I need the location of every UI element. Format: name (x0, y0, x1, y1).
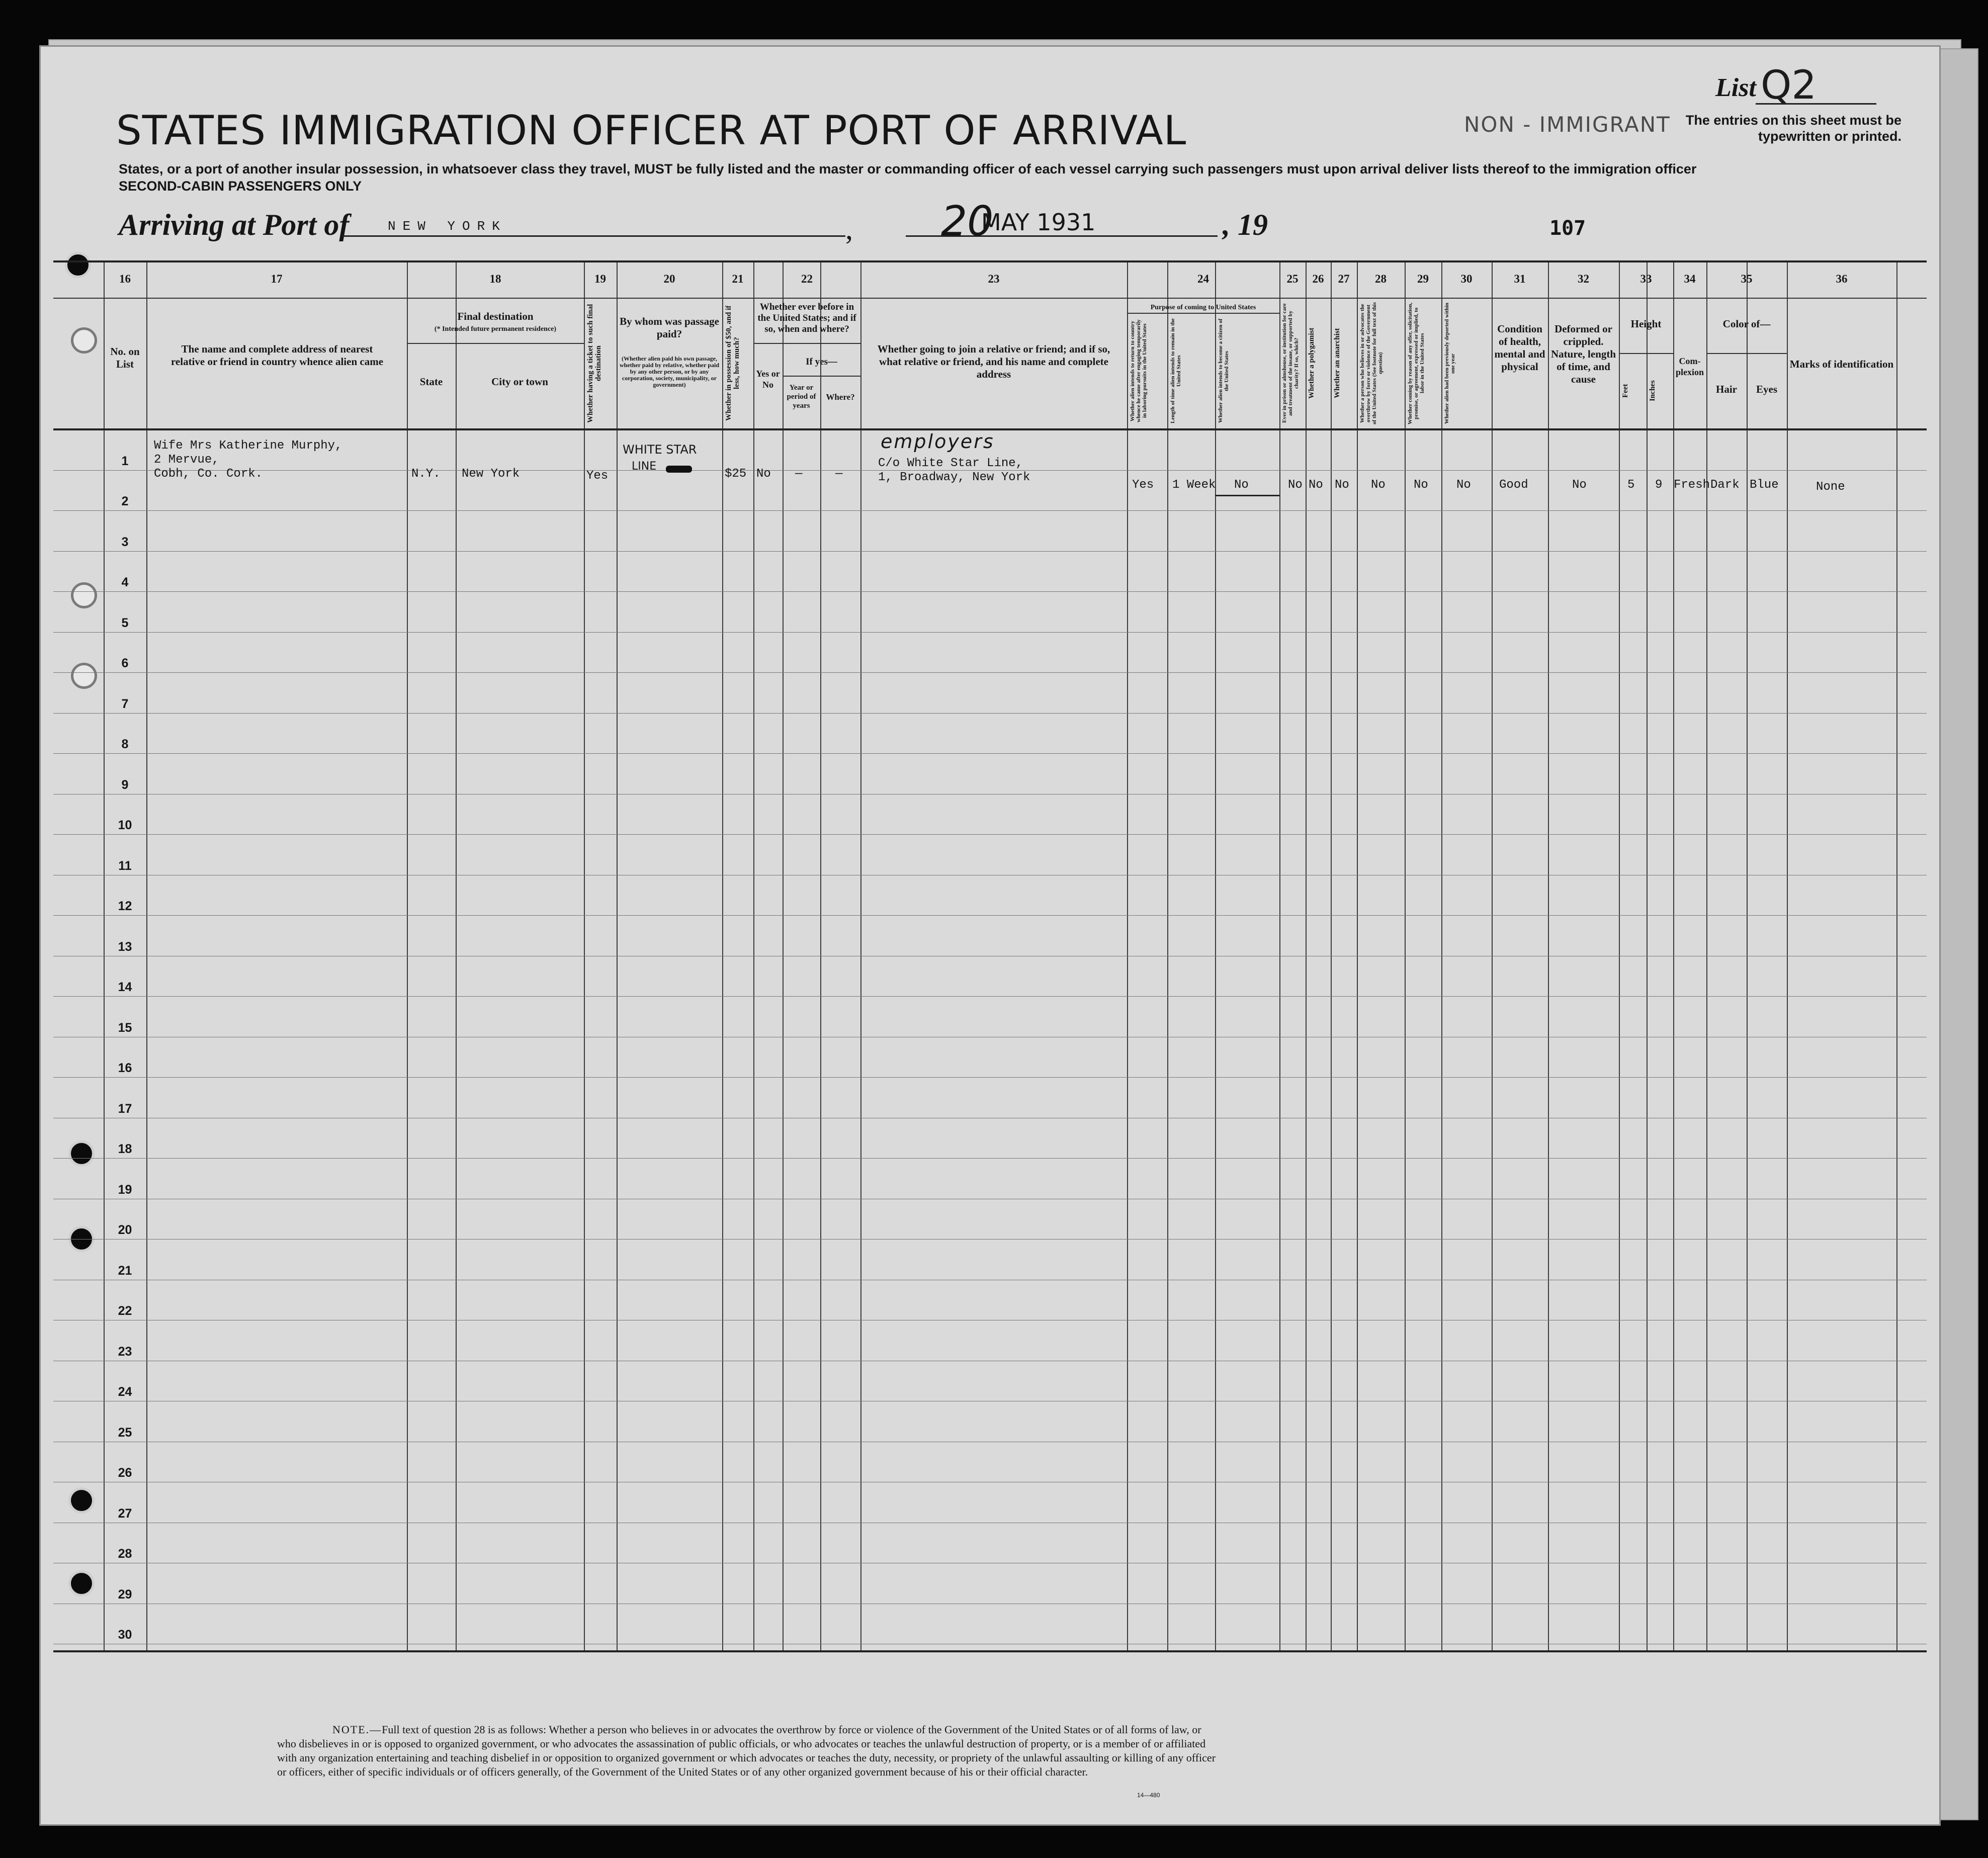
polygamist-value: No (1309, 478, 1323, 492)
col-number: 21 (732, 273, 744, 285)
manifest-table (53, 260, 1927, 1652)
money-value: $25 (725, 467, 747, 481)
header-nearest-relative: The name and complete address of nearest relative or friend in country whence alien came (170, 343, 384, 368)
col-number: 22 (801, 273, 813, 285)
header-no-on-list: No. on List (110, 345, 140, 370)
destination-state: N.Y. (411, 467, 441, 481)
header-anarchist: Whether an anarchist (1333, 328, 1341, 399)
header-inches: Inches (1649, 380, 1657, 401)
row-line (53, 591, 1927, 592)
header-where: Where? (826, 392, 855, 402)
col-number: 19 (594, 273, 606, 285)
col-number: 32 (1578, 273, 1589, 285)
row-number: 13 (118, 939, 132, 954)
row-number: 29 (118, 1587, 132, 1602)
row-number: 28 (118, 1547, 132, 1561)
row-number: 5 (121, 615, 129, 630)
header-ticket: Whether having a ticket to such final destination (586, 304, 602, 423)
relative-address: 2 Mervue, (154, 453, 219, 467)
row-number: 11 (118, 858, 132, 873)
header-final-destination: Final destination (457, 310, 534, 322)
header-deported: Whether alien had been previously deported within one year (1444, 303, 1456, 424)
arriving-label: Arriving at Port of (119, 208, 350, 241)
join-address-1: C/o White Star Line, (878, 457, 1023, 470)
row-number: 21 (118, 1263, 132, 1278)
header-overthrow: Whether a person who believes in or advocates the overthrow by force or violence of the Government of the United States (See footnote for full text of this question) (1359, 302, 1384, 424)
row-line (53, 713, 1927, 714)
feet-value: 5 (1627, 478, 1635, 492)
col-number: 36 (1836, 273, 1848, 285)
ticket-value: Yes (586, 469, 609, 483)
prison-value: No (1288, 478, 1303, 492)
relative-town: Cobh, Co. Cork. (154, 467, 263, 481)
row-line (53, 996, 1927, 997)
marks-value: None (1816, 480, 1845, 494)
col-number: 16 (119, 273, 131, 285)
col-number: 35 (1741, 273, 1753, 285)
sheet-number: 107 (1549, 217, 1586, 240)
port-comma: , (845, 212, 853, 245)
form-number: 14—480 (1137, 1792, 1160, 1799)
ink-smudge (666, 466, 692, 473)
row-number: 17 (118, 1101, 132, 1116)
header-yes-no: Yes or No (756, 369, 780, 390)
overthrow-value: No (1371, 478, 1386, 492)
row-number: 2 (121, 494, 129, 508)
row-number: 20 (118, 1223, 132, 1237)
manifest-sheet (39, 45, 1941, 1826)
deported-value: No (1456, 478, 1471, 492)
port-underline (342, 235, 845, 237)
where-value: — (835, 467, 843, 481)
header-prison: Ever in prison or almshouse, or institution for care and treatment of the insane, or supported by charity? If so, which? (1281, 303, 1300, 423)
footnote-text: Full text of question 28 is as follows: Whether a person who believes in or advocates the overthrow by force or violence of the Government of the United States or of all forms of law, or who disbelieves in or is opposed to organized government, or who advocates the assassination of public officials, or who advocates or teaches the unlawful destruction of property, or is a member of or affiliated with any organization entertaining and teaching disbelief in or opposition to organized government or which advocates or teaches the duty, necessity, or propriety of the unlawful assaulting or killing of any officer or officers, either of specific individuals or of officers generally, of the Government of the United States or of any other organized government because of his or their official character. (277, 1723, 1216, 1778)
row-number: 19 (118, 1182, 132, 1197)
anarchist-value: No (1335, 478, 1349, 492)
header-state: State (419, 376, 443, 388)
port-name: NEW YORK (388, 219, 507, 234)
citizen-value: No (1234, 478, 1249, 492)
row-line (53, 834, 1927, 835)
header-hair: Hair (1716, 383, 1737, 395)
row-number: 6 (121, 656, 129, 670)
list-underline (1756, 103, 1876, 105)
row-number: 22 (118, 1304, 132, 1318)
col-number: 25 (1286, 273, 1299, 285)
header-passage-paid: By whom was passage paid? (620, 315, 719, 340)
col-number: 30 (1460, 273, 1473, 285)
row-line (53, 1158, 1927, 1159)
header-final-destination-note: (* Intended future permanent residence) (434, 325, 557, 333)
health-value: Good (1499, 478, 1528, 492)
row-number: 7 (121, 696, 129, 711)
col-number: 34 (1684, 273, 1696, 285)
row-number: 25 (118, 1425, 132, 1440)
header-height: Height (1630, 318, 1662, 330)
col-number: 26 (1312, 273, 1324, 285)
col-number: 27 (1338, 273, 1350, 285)
complexion-value: Fresh (1674, 478, 1710, 492)
row-line (53, 915, 1927, 916)
row-line (53, 753, 1927, 754)
header-years: Year or period of years (787, 384, 816, 410)
row-number: 3 (121, 535, 129, 549)
header-join-relative: Whether going to join a relative or friend; and if so, what relative or friend, and his name and complete address (877, 343, 1110, 380)
date-day-handwritten: 20 (941, 198, 994, 245)
col-number: 20 (663, 273, 675, 285)
deformed-value: No (1572, 478, 1587, 492)
row-number: 8 (121, 737, 129, 751)
row-number: 1 (121, 454, 129, 468)
relative-name: Wife Mrs Katherine Murphy, (154, 439, 342, 453)
footnote (277, 1723, 1223, 1779)
col-number: 23 (988, 273, 1000, 285)
footnote-prefix: NOTE.— (332, 1723, 382, 1736)
date-stamp: MAY 1931 (981, 209, 1096, 236)
header-polygamist: Whether a polygamist (1308, 327, 1316, 399)
page-title: STATES IMMIGRATION OFFICER AT PORT OF ARRIVAL (116, 107, 1187, 154)
return-value: Yes (1132, 478, 1154, 492)
row-number: 18 (118, 1142, 132, 1156)
labor-offer-value: No (1414, 478, 1428, 492)
year-prefix: , 19 (1223, 208, 1268, 241)
header-labor-offer: Whether coming by reason of any offer, solicitation, promise, or agreement, expressed or implied, to labor in the United States (1407, 302, 1425, 424)
row-number: 12 (118, 899, 132, 913)
header-ever-before: Whether ever before in the United States; and if so, when and where? (757, 302, 856, 334)
header-purpose: Purpose of coming to United States (1150, 304, 1256, 311)
row-number: 30 (118, 1628, 132, 1642)
row-number: 16 (118, 1061, 132, 1075)
row-number: 10 (118, 818, 132, 832)
col-number: 29 (1417, 273, 1429, 285)
inches-value: 9 (1655, 478, 1663, 492)
paid-by-line1: WHITE STAR (623, 443, 697, 457)
row-line (53, 632, 1927, 633)
header-money: Whether in possession of $50, and if less, how much? (725, 305, 741, 421)
row-line (53, 551, 1927, 552)
header-passage-paid-note: (Whether alien paid his own passage, whether paid by relative, whether paid by any other person, or by any corporation, society, municipality, or government) (619, 355, 719, 388)
header-purpose-return: Whether alien intends to return to country whence he came after engaging temporarily in laboring pursuits in the United States (1130, 319, 1148, 422)
hair-value: Dark (1710, 478, 1740, 492)
col-number: 33 (1640, 273, 1652, 285)
join-address-2: 1, Broadway, New York (878, 471, 1030, 484)
row-number: 9 (121, 777, 129, 792)
header-deformed: Deformed or crippled. Nature, length of time, and cause (1550, 323, 1616, 385)
eyes-value: Blue (1750, 478, 1779, 492)
header-purpose-length: Length of time alien intends to remain in the United States (1170, 318, 1182, 423)
list-number: Q2 (1761, 63, 1817, 108)
row-number: 23 (118, 1344, 132, 1359)
header-city: City or town (491, 376, 548, 388)
intro-text: States, or a port of another insular possession, in whatsoever class they travel, MUST be fully listed and the master or commanding officer of each vessel carrying such passengers must upon arrival deliver lists thereof to the immigration officer (119, 161, 1697, 176)
col-number: 28 (1375, 273, 1387, 285)
header-color-of: Color of— (1722, 318, 1771, 330)
header-if-yes: If yes— (806, 357, 837, 367)
col-number: 24 (1197, 273, 1209, 285)
row-number: 24 (118, 1385, 132, 1399)
row-number: 4 (121, 575, 129, 589)
header-eyes: Eyes (1756, 383, 1777, 395)
col-number: 17 (271, 273, 283, 285)
row-line (53, 1239, 1927, 1240)
years-value: — (795, 467, 803, 481)
row-number: 14 (118, 980, 132, 994)
before-in-us-value: No (756, 467, 771, 481)
header-purpose-citizen: Whether alien intends to become a citizen of the United States (1218, 318, 1230, 423)
length-of-stay: 1 Week (1172, 478, 1216, 492)
join-handwritten: employers (881, 430, 995, 453)
row-number: 27 (118, 1506, 132, 1521)
cabin-class-label: SECOND-CABIN PASSENGERS ONLY (119, 179, 362, 194)
header-complexion: Com- plexion (1675, 356, 1704, 377)
header-health: Condition of health, mental and physical (1494, 323, 1545, 373)
col-number: 31 (1514, 273, 1526, 285)
paid-by-line2: LINE (632, 460, 657, 473)
pen-underline (1215, 495, 1279, 496)
row-line (53, 510, 1927, 511)
row-number: 15 (118, 1020, 132, 1035)
entries-note: The entries on this sheet must be typewritten or printed. (1685, 113, 1901, 144)
row-line (53, 1077, 1927, 1078)
class-stamp: NON - IMMIGRANT (1464, 112, 1671, 137)
row-number: 26 (118, 1466, 132, 1480)
row-line (53, 672, 1927, 673)
header-feet: Feet (1621, 384, 1629, 398)
list-label: List (1715, 73, 1756, 102)
header-marks: Marks of identification (1789, 358, 1894, 370)
destination-city: New York (462, 467, 520, 481)
col-number: 18 (489, 273, 501, 285)
